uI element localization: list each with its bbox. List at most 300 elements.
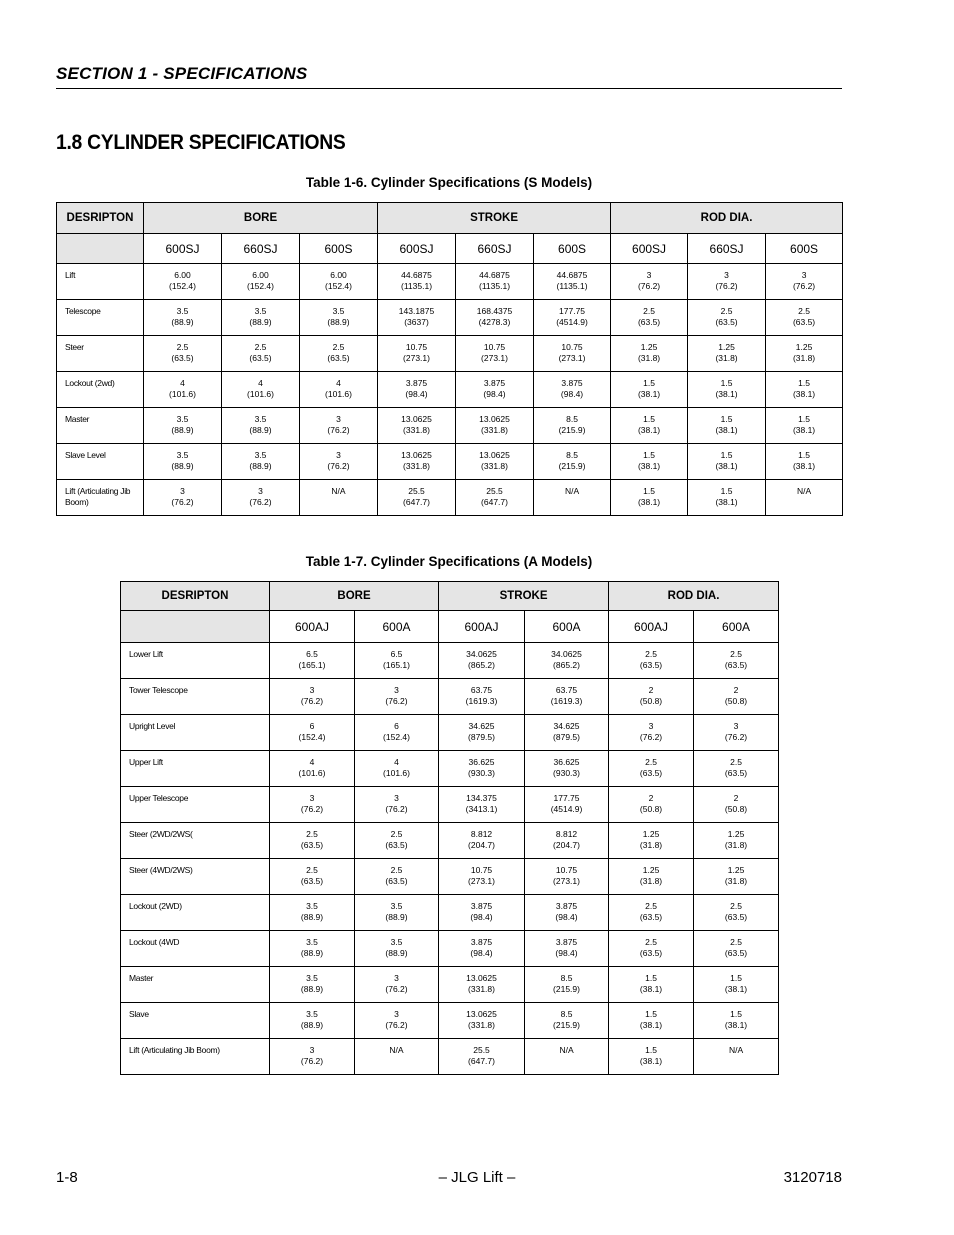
value-cell xyxy=(439,823,525,859)
table-row xyxy=(57,264,843,300)
value-cell xyxy=(456,480,534,516)
value-cell xyxy=(378,336,456,372)
imperial-value: 1.5 xyxy=(798,378,810,388)
table-row xyxy=(57,336,843,372)
metric-value: (76.2) xyxy=(249,497,272,507)
imperial-value: 2.5 xyxy=(306,865,318,875)
metric-value: (879.5) xyxy=(553,732,580,742)
value-cell xyxy=(300,444,378,480)
metric-value: (152.4) xyxy=(383,732,410,742)
bore-header: BORE xyxy=(144,203,378,234)
value-cell xyxy=(609,895,694,931)
row-description: Lockout (4WD xyxy=(121,931,270,967)
imperial-value: 4 xyxy=(394,757,399,767)
value-cell xyxy=(378,480,456,516)
value-cell xyxy=(355,1003,439,1039)
imperial-value: 44.6875 xyxy=(401,270,432,280)
imperial-value: 3.5 xyxy=(176,450,189,460)
imperial-value: 25.5 xyxy=(473,1045,490,1055)
value-cell xyxy=(355,643,439,679)
imperial-value: 13.0625 xyxy=(466,973,497,983)
imperial-value: 2.5 xyxy=(730,649,742,659)
value-cell xyxy=(694,643,779,679)
imperial-value: 3 xyxy=(336,414,341,424)
model-header-cell: 660SJ xyxy=(222,234,300,264)
value-cell xyxy=(525,787,609,823)
metric-value: (331.8) xyxy=(481,461,508,471)
value-cell xyxy=(525,967,609,1003)
value-cell xyxy=(439,895,525,931)
imperial-value: 1.5 xyxy=(720,450,733,460)
imperial-value: 1.25 xyxy=(718,342,735,352)
row-description: Lift xyxy=(57,264,144,300)
imperial-value: 8.5 xyxy=(560,973,573,983)
metric-value: (76.2) xyxy=(385,696,408,706)
value-cell xyxy=(355,895,439,931)
imperial-value: 63.75 xyxy=(555,685,578,695)
imperial-value: 3 xyxy=(394,1009,399,1019)
metric-value: (273.1) xyxy=(481,353,508,363)
imperial-value: 34.0625 xyxy=(551,649,582,659)
metric-value: (76.2) xyxy=(300,696,324,706)
metric-value: (38.1) xyxy=(715,497,738,507)
metric-value: (88.9) xyxy=(171,425,194,435)
value-cell xyxy=(609,967,694,1003)
value-cell xyxy=(378,372,456,408)
imperial-value: 34.625 xyxy=(553,721,580,731)
metric-value: (63.5) xyxy=(385,876,408,886)
table-row xyxy=(121,643,779,679)
metric-value: (31.8) xyxy=(724,876,748,886)
value-cell xyxy=(439,967,525,1003)
imperial-value: 8.5 xyxy=(566,414,578,424)
value-cell xyxy=(456,336,534,372)
metric-value: (63.5) xyxy=(171,353,194,363)
table-row xyxy=(121,895,779,931)
imperial-value: 6.00 xyxy=(330,270,347,280)
model-header-cell: 600SJ xyxy=(611,234,688,264)
value-cell xyxy=(270,1003,355,1039)
imperial-value: 3 xyxy=(394,685,399,695)
value-cell xyxy=(300,336,378,372)
rod-dia-header: ROD DIA. xyxy=(611,203,843,234)
imperial-value: 3.5 xyxy=(254,414,267,424)
imperial-value: 6.5 xyxy=(306,649,318,659)
value-cell xyxy=(766,336,843,372)
value-cell xyxy=(694,679,779,715)
metric-value: (63.5) xyxy=(249,353,272,363)
metric-value: (647.7) xyxy=(481,497,508,507)
page-title: 1.8 CYLINDER SPECIFICATIONS xyxy=(56,131,346,154)
metric-value: (38.1) xyxy=(637,389,661,399)
table-row xyxy=(121,715,779,751)
metric-value: (88.9) xyxy=(249,425,272,435)
value-cell xyxy=(270,643,355,679)
imperial-value: 2 xyxy=(733,685,739,695)
metric-value: (31.8) xyxy=(724,840,748,850)
metric-value: (1135.1) xyxy=(401,281,433,291)
value-cell xyxy=(222,336,300,372)
value-cell xyxy=(611,300,688,336)
metric-value: (152.4) xyxy=(247,281,274,291)
metric-value: (204.7) xyxy=(553,840,580,850)
imperial-value: 3.5 xyxy=(390,901,403,911)
imperial-value: 3.5 xyxy=(306,1009,318,1019)
metric-value: (331.8) xyxy=(468,1020,495,1030)
metric-value: (63.5) xyxy=(724,660,748,670)
value-cell xyxy=(525,859,609,895)
value-cell xyxy=(439,715,525,751)
value-cell xyxy=(609,715,694,751)
value-cell xyxy=(525,931,609,967)
imperial-value: 1.5 xyxy=(720,486,733,496)
table-1-7-caption: Table 1-7. Cylinder Specifications (A Models) xyxy=(305,554,593,569)
metric-value: (76.2) xyxy=(385,984,408,994)
value-cell xyxy=(222,408,300,444)
value-cell xyxy=(694,931,779,967)
imperial-value: 1.5 xyxy=(643,378,655,388)
imperial-value: 13.0625 xyxy=(401,414,432,424)
value-cell xyxy=(355,931,439,967)
row-description: Master xyxy=(57,408,144,444)
metric-value: (31.8) xyxy=(792,353,816,363)
row-description: Steer (4WD/2WS) xyxy=(121,859,270,895)
imperial-value: 6 xyxy=(309,721,315,731)
metric-value: (38.1) xyxy=(715,389,738,399)
value-cell xyxy=(300,300,378,336)
value-cell xyxy=(300,372,378,408)
table-row xyxy=(57,408,843,444)
metric-value: (76.2) xyxy=(637,281,661,291)
metric-value: (88.9) xyxy=(385,912,408,922)
value-cell xyxy=(222,372,300,408)
value-cell xyxy=(688,336,766,372)
imperial-value: 1.5 xyxy=(798,414,810,424)
value-cell xyxy=(144,264,222,300)
imperial-value: 3.5 xyxy=(254,306,267,316)
metric-value: (331.8) xyxy=(403,425,430,435)
imperial-value: 1.5 xyxy=(798,450,810,460)
imperial-value: 2 xyxy=(648,685,654,695)
row-description: Slave xyxy=(121,1003,270,1039)
metric-value: (98.4) xyxy=(555,948,578,958)
table-row xyxy=(121,679,779,715)
value-cell xyxy=(688,372,766,408)
value-cell xyxy=(688,480,766,516)
value-cell xyxy=(766,480,843,516)
metric-value: (1619.3) xyxy=(465,696,498,706)
value-cell xyxy=(300,264,378,300)
s-models-table xyxy=(56,202,843,516)
value-cell xyxy=(300,480,378,516)
row-description: Master xyxy=(121,967,270,1003)
value-cell xyxy=(355,751,439,787)
value-cell xyxy=(534,480,611,516)
value-cell xyxy=(222,264,300,300)
metric-value: (88.9) xyxy=(249,461,272,471)
value-cell xyxy=(439,643,525,679)
imperial-value: 2.5 xyxy=(730,757,742,767)
metric-value: (31.8) xyxy=(639,840,663,850)
metric-value: (215.9) xyxy=(558,425,586,435)
imperial-value: 2.5 xyxy=(390,829,403,839)
imperial-value: 1.5 xyxy=(643,450,655,460)
imperial-value: 44.6875 xyxy=(556,270,588,280)
value-cell xyxy=(456,444,534,480)
row-description: Tower Telescope xyxy=(121,679,270,715)
imperial-value: 1.25 xyxy=(642,865,660,875)
model-header-cell: 600A xyxy=(694,611,779,643)
metric-value: (63.5) xyxy=(792,317,816,327)
imperial-value: 3.875 xyxy=(483,378,506,388)
imperial-value: 2.5 xyxy=(798,306,810,316)
section-header: SECTION 1 - SPECIFICATIONS xyxy=(56,64,308,83)
metric-value: (4514.9) xyxy=(550,804,583,814)
metric-value: (38.1) xyxy=(639,1020,663,1030)
model-header-cell: 660SJ xyxy=(456,234,534,264)
table-row xyxy=(57,300,843,336)
metric-value: (38.1) xyxy=(639,1056,663,1066)
metric-value: (1135.1) xyxy=(556,281,588,291)
metric-value: (930.3) xyxy=(468,768,495,778)
value-cell xyxy=(144,408,222,444)
metric-value: (63.5) xyxy=(724,948,748,958)
imperial-value: 6.5 xyxy=(390,649,403,659)
value-cell xyxy=(611,264,688,300)
imperial-value: 2.5 xyxy=(645,649,657,659)
value-cell xyxy=(439,1003,525,1039)
metric-value: (101.6) xyxy=(169,389,196,399)
imperial-value: 1.5 xyxy=(643,486,655,496)
metric-value: (215.9) xyxy=(558,461,586,471)
imperial-value: 8.812 xyxy=(470,829,493,839)
metric-value: (647.7) xyxy=(403,497,430,507)
metric-value: (273.1) xyxy=(558,353,586,363)
value-cell xyxy=(609,679,694,715)
imperial-value: 6.00 xyxy=(174,270,191,280)
value-cell xyxy=(439,1039,525,1075)
table-row xyxy=(121,1039,779,1075)
row-description: Lift (Articulating Jib Boom) xyxy=(57,480,144,516)
table-row xyxy=(121,787,779,823)
imperial-value: 4 xyxy=(258,378,263,388)
value-cell xyxy=(611,336,688,372)
row-description: Slave Level xyxy=(57,444,144,480)
value-cell xyxy=(222,444,300,480)
value-cell xyxy=(694,751,779,787)
metric-value: (88.9) xyxy=(171,461,194,471)
metric-value: (331.8) xyxy=(468,984,495,994)
imperial-value: 3.5 xyxy=(306,937,318,947)
imperial-value: 2.5 xyxy=(390,865,403,875)
value-cell xyxy=(439,859,525,895)
stroke-header: STROKE xyxy=(439,582,609,611)
value-cell xyxy=(270,895,355,931)
metric-value: (76.2) xyxy=(724,732,748,742)
header-rule xyxy=(56,88,842,89)
metric-value: (38.1) xyxy=(792,389,816,399)
value-cell xyxy=(525,643,609,679)
metric-value: (4278.3) xyxy=(478,317,511,327)
value-cell xyxy=(694,967,779,1003)
value-cell xyxy=(766,408,843,444)
imperial-value: 1.5 xyxy=(645,1009,657,1019)
imperial-value: N/A xyxy=(559,1045,574,1055)
metric-value: (101.6) xyxy=(298,768,326,778)
metric-value: (76.2) xyxy=(715,281,738,291)
value-cell xyxy=(355,1039,439,1075)
imperial-value: 3 xyxy=(180,486,185,496)
imperial-value: 2.5 xyxy=(306,829,318,839)
imperial-value: 3.875 xyxy=(470,901,493,911)
metric-value: (38.1) xyxy=(792,425,816,435)
metric-value: (63.5) xyxy=(724,768,748,778)
imperial-value: 1.25 xyxy=(727,865,745,875)
value-cell xyxy=(534,264,611,300)
value-cell xyxy=(611,480,688,516)
table-row xyxy=(57,480,843,516)
value-cell xyxy=(525,715,609,751)
imperial-value: 3.875 xyxy=(470,937,493,947)
metric-value: (63.5) xyxy=(639,912,663,922)
value-cell xyxy=(355,787,439,823)
value-cell xyxy=(525,1003,609,1039)
metric-value: (204.7) xyxy=(468,840,495,850)
value-cell xyxy=(222,300,300,336)
imperial-value: N/A xyxy=(796,486,812,496)
row-description: Steer (2WD/2WS( xyxy=(121,823,270,859)
metric-value: (88.9) xyxy=(385,948,408,958)
metric-value: (98.4) xyxy=(555,912,578,922)
value-cell xyxy=(688,264,766,300)
imperial-value: 13.0625 xyxy=(479,450,510,460)
metric-value: (88.9) xyxy=(300,912,324,922)
imperial-value: N/A xyxy=(389,1045,404,1055)
imperial-value: 2.5 xyxy=(720,306,733,316)
imperial-value: 3 xyxy=(646,270,652,280)
model-header-cell: 660SJ xyxy=(688,234,766,264)
metric-value: (865.2) xyxy=(553,660,580,670)
value-cell xyxy=(688,408,766,444)
value-cell xyxy=(688,444,766,480)
value-cell xyxy=(270,787,355,823)
imperial-value: 13.0625 xyxy=(466,1009,497,1019)
imperial-value: 1.5 xyxy=(720,414,733,424)
imperial-value: 8.812 xyxy=(555,829,578,839)
imperial-value: 2.5 xyxy=(176,342,189,352)
imperial-value: 3 xyxy=(733,721,739,731)
imperial-value: 177.75 xyxy=(559,306,586,316)
stroke-header: STROKE xyxy=(378,203,611,234)
imperial-value: 3.5 xyxy=(254,450,267,460)
page-number: 1-8 xyxy=(56,1169,78,1186)
imperial-value: 2.5 xyxy=(645,901,657,911)
imperial-value: 3 xyxy=(394,793,399,803)
imperial-value: 1.5 xyxy=(645,1045,657,1055)
imperial-value: 3 xyxy=(724,270,729,280)
value-cell xyxy=(144,336,222,372)
metric-value: (38.1) xyxy=(724,984,748,994)
value-cell xyxy=(694,787,779,823)
imperial-value: 8.5 xyxy=(560,1009,573,1019)
value-cell xyxy=(270,823,355,859)
value-cell xyxy=(694,823,779,859)
imperial-value: 3.5 xyxy=(306,901,318,911)
metric-value: (31.8) xyxy=(639,876,663,886)
metric-value: (331.8) xyxy=(481,425,508,435)
metric-value: (38.1) xyxy=(637,497,661,507)
value-cell xyxy=(609,751,694,787)
value-cell xyxy=(766,300,843,336)
value-cell xyxy=(456,264,534,300)
value-cell xyxy=(456,408,534,444)
imperial-value: 63.75 xyxy=(470,685,493,695)
imperial-value: 3 xyxy=(648,721,654,731)
metric-value: (152.4) xyxy=(325,281,352,291)
metric-value: (1135.1) xyxy=(479,281,511,291)
metric-value: (88.9) xyxy=(300,948,324,958)
imperial-value: 177.75 xyxy=(553,793,580,803)
value-cell xyxy=(525,895,609,931)
bore-header: BORE xyxy=(270,582,439,611)
table-row xyxy=(57,372,843,408)
metric-value: (38.1) xyxy=(715,461,738,471)
metric-value: (63.5) xyxy=(300,876,324,886)
model-header-cell: 600SJ xyxy=(378,234,456,264)
imperial-value: 1.25 xyxy=(640,342,658,352)
metric-value: (3637) xyxy=(404,317,429,327)
imperial-value: 8.5 xyxy=(566,450,578,460)
value-cell xyxy=(439,679,525,715)
model-header-cell: 600AJ xyxy=(439,611,525,643)
metric-value: (88.9) xyxy=(171,317,194,327)
table-row xyxy=(121,967,779,1003)
value-cell xyxy=(525,1039,609,1075)
value-cell xyxy=(534,336,611,372)
model-header-cell: 600AJ xyxy=(609,611,694,643)
table-row xyxy=(57,444,843,480)
imperial-value: 1.5 xyxy=(730,973,742,983)
imperial-value: 168.4375 xyxy=(476,306,513,316)
value-cell xyxy=(611,372,688,408)
metric-value: (98.4) xyxy=(405,389,428,399)
metric-value: (273.1) xyxy=(403,353,430,363)
imperial-value: 2.5 xyxy=(730,937,742,947)
value-cell xyxy=(439,751,525,787)
model-header-cell: 600A xyxy=(355,611,439,643)
metric-value: (215.9) xyxy=(553,984,580,994)
value-cell xyxy=(609,859,694,895)
value-cell xyxy=(525,751,609,787)
value-cell xyxy=(355,823,439,859)
imperial-value: 25.5 xyxy=(408,486,425,496)
row-description: Steer xyxy=(57,336,144,372)
imperial-value: 2.5 xyxy=(643,306,655,316)
metric-value: (88.9) xyxy=(300,1020,324,1030)
table-row xyxy=(121,751,779,787)
metric-value: (4514.9) xyxy=(556,317,588,327)
table-1-6-caption: Table 1-6. Cylinder Specifications (S Models) xyxy=(305,175,593,190)
model-header-cell: 600S xyxy=(534,234,611,264)
imperial-value: 2.5 xyxy=(645,757,657,767)
value-cell xyxy=(270,1039,355,1075)
metric-value: (273.1) xyxy=(468,876,495,886)
imperial-value: 3 xyxy=(309,1045,315,1055)
metric-value: (879.5) xyxy=(468,732,495,742)
imperial-value: 1.25 xyxy=(642,829,660,839)
description-header: DESRIPTON xyxy=(121,582,270,611)
value-cell xyxy=(766,444,843,480)
